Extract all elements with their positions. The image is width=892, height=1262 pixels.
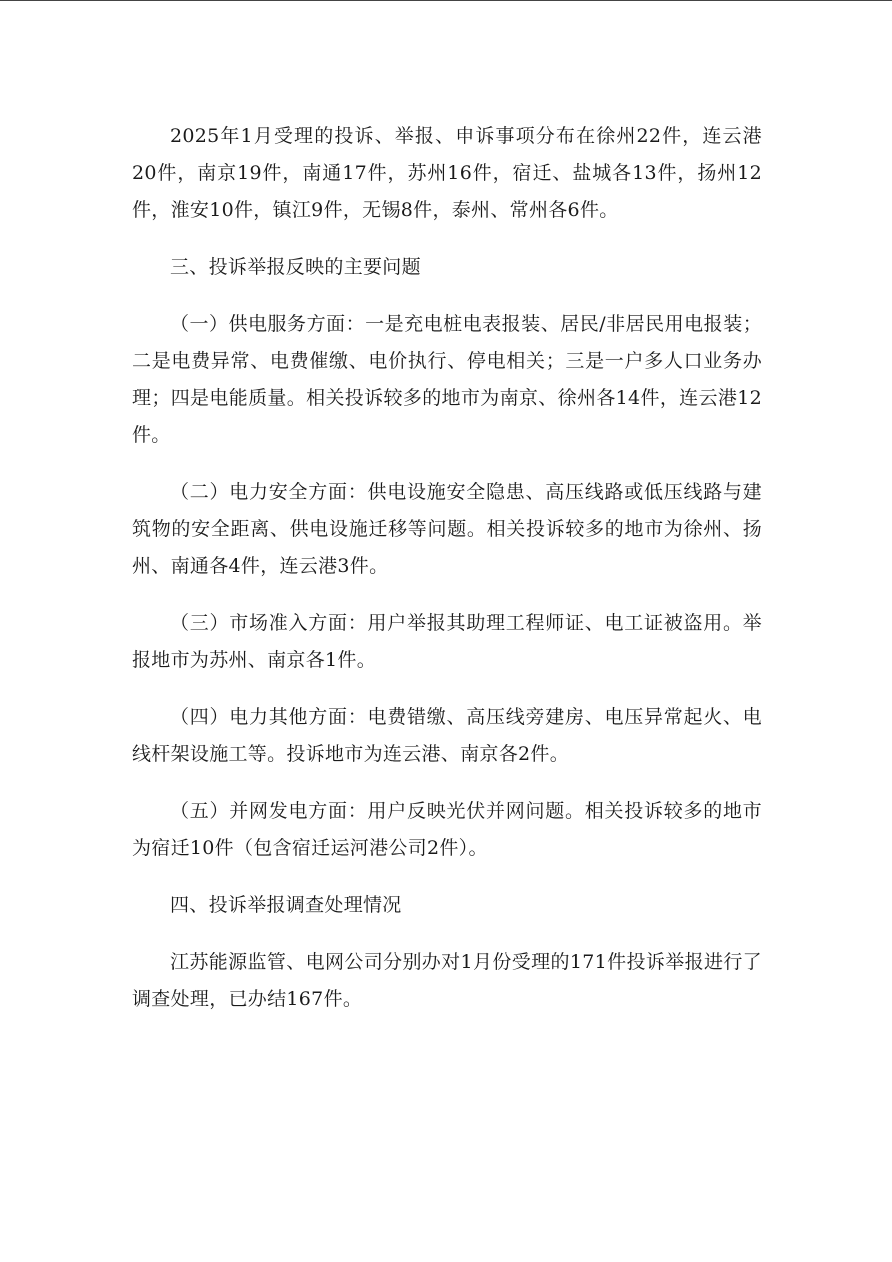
item-2-power-safety: （二）电力安全方面：供电设施安全隐患、高压线路或低压线路与建筑物的安全距离、供电设施迁移等问题。相关投诉较多的地市为徐州、扬州、南通各4件，连云港3件。: [132, 481, 762, 577]
document-body: [132, 118, 762, 1038]
handling-paragraph: 江苏能源监管、电网公司分别办对1月份受理的171件投诉举报进行了调查处理，已办结167件。: [132, 951, 762, 1010]
distribution-paragraph: 2025年1月受理的投诉、举报、申诉事项分布在徐州22件，连云港20件，南京19件，南通17件，苏州16件，宿迁、盐城各13件，扬州12件，淮安10件，镇江9件，无锡8件，泰州、常州各6件。: [132, 125, 762, 221]
top-border-line: [0, 0, 892, 1]
item-5-grid-connection: （五）并网发电方面：用户反映光伏并网问题。相关投诉较多的地市为宿迁10件（包含宿迁运河港公司2件）。: [132, 800, 762, 859]
item-3-market-access: （三）市场准入方面：用户举报其助理工程师证、电工证被盗用。举报地市为苏州、南京各1件。: [132, 612, 762, 671]
item-1-power-supply-service: （一）供电服务方面：一是充电桩电表报装、居民/非居民用电报装；二是电费异常、电费催缴、电价执行、停电相关；三是一户多人口业务办理；四是电能质量。相关投诉较多的地市为南京、徐州各14件，连云港12件。: [132, 313, 762, 446]
section-3-heading: 三、投诉举报反映的主要问题: [170, 256, 421, 278]
section-4-heading: 四、投诉举报调查处理情况: [170, 894, 402, 916]
item-4-power-other: （四）电力其他方面：电费错缴、高压线旁建房、电压异常起火、电线杆架设施工等。投诉地市为连云港、南京各2件。: [132, 706, 762, 765]
